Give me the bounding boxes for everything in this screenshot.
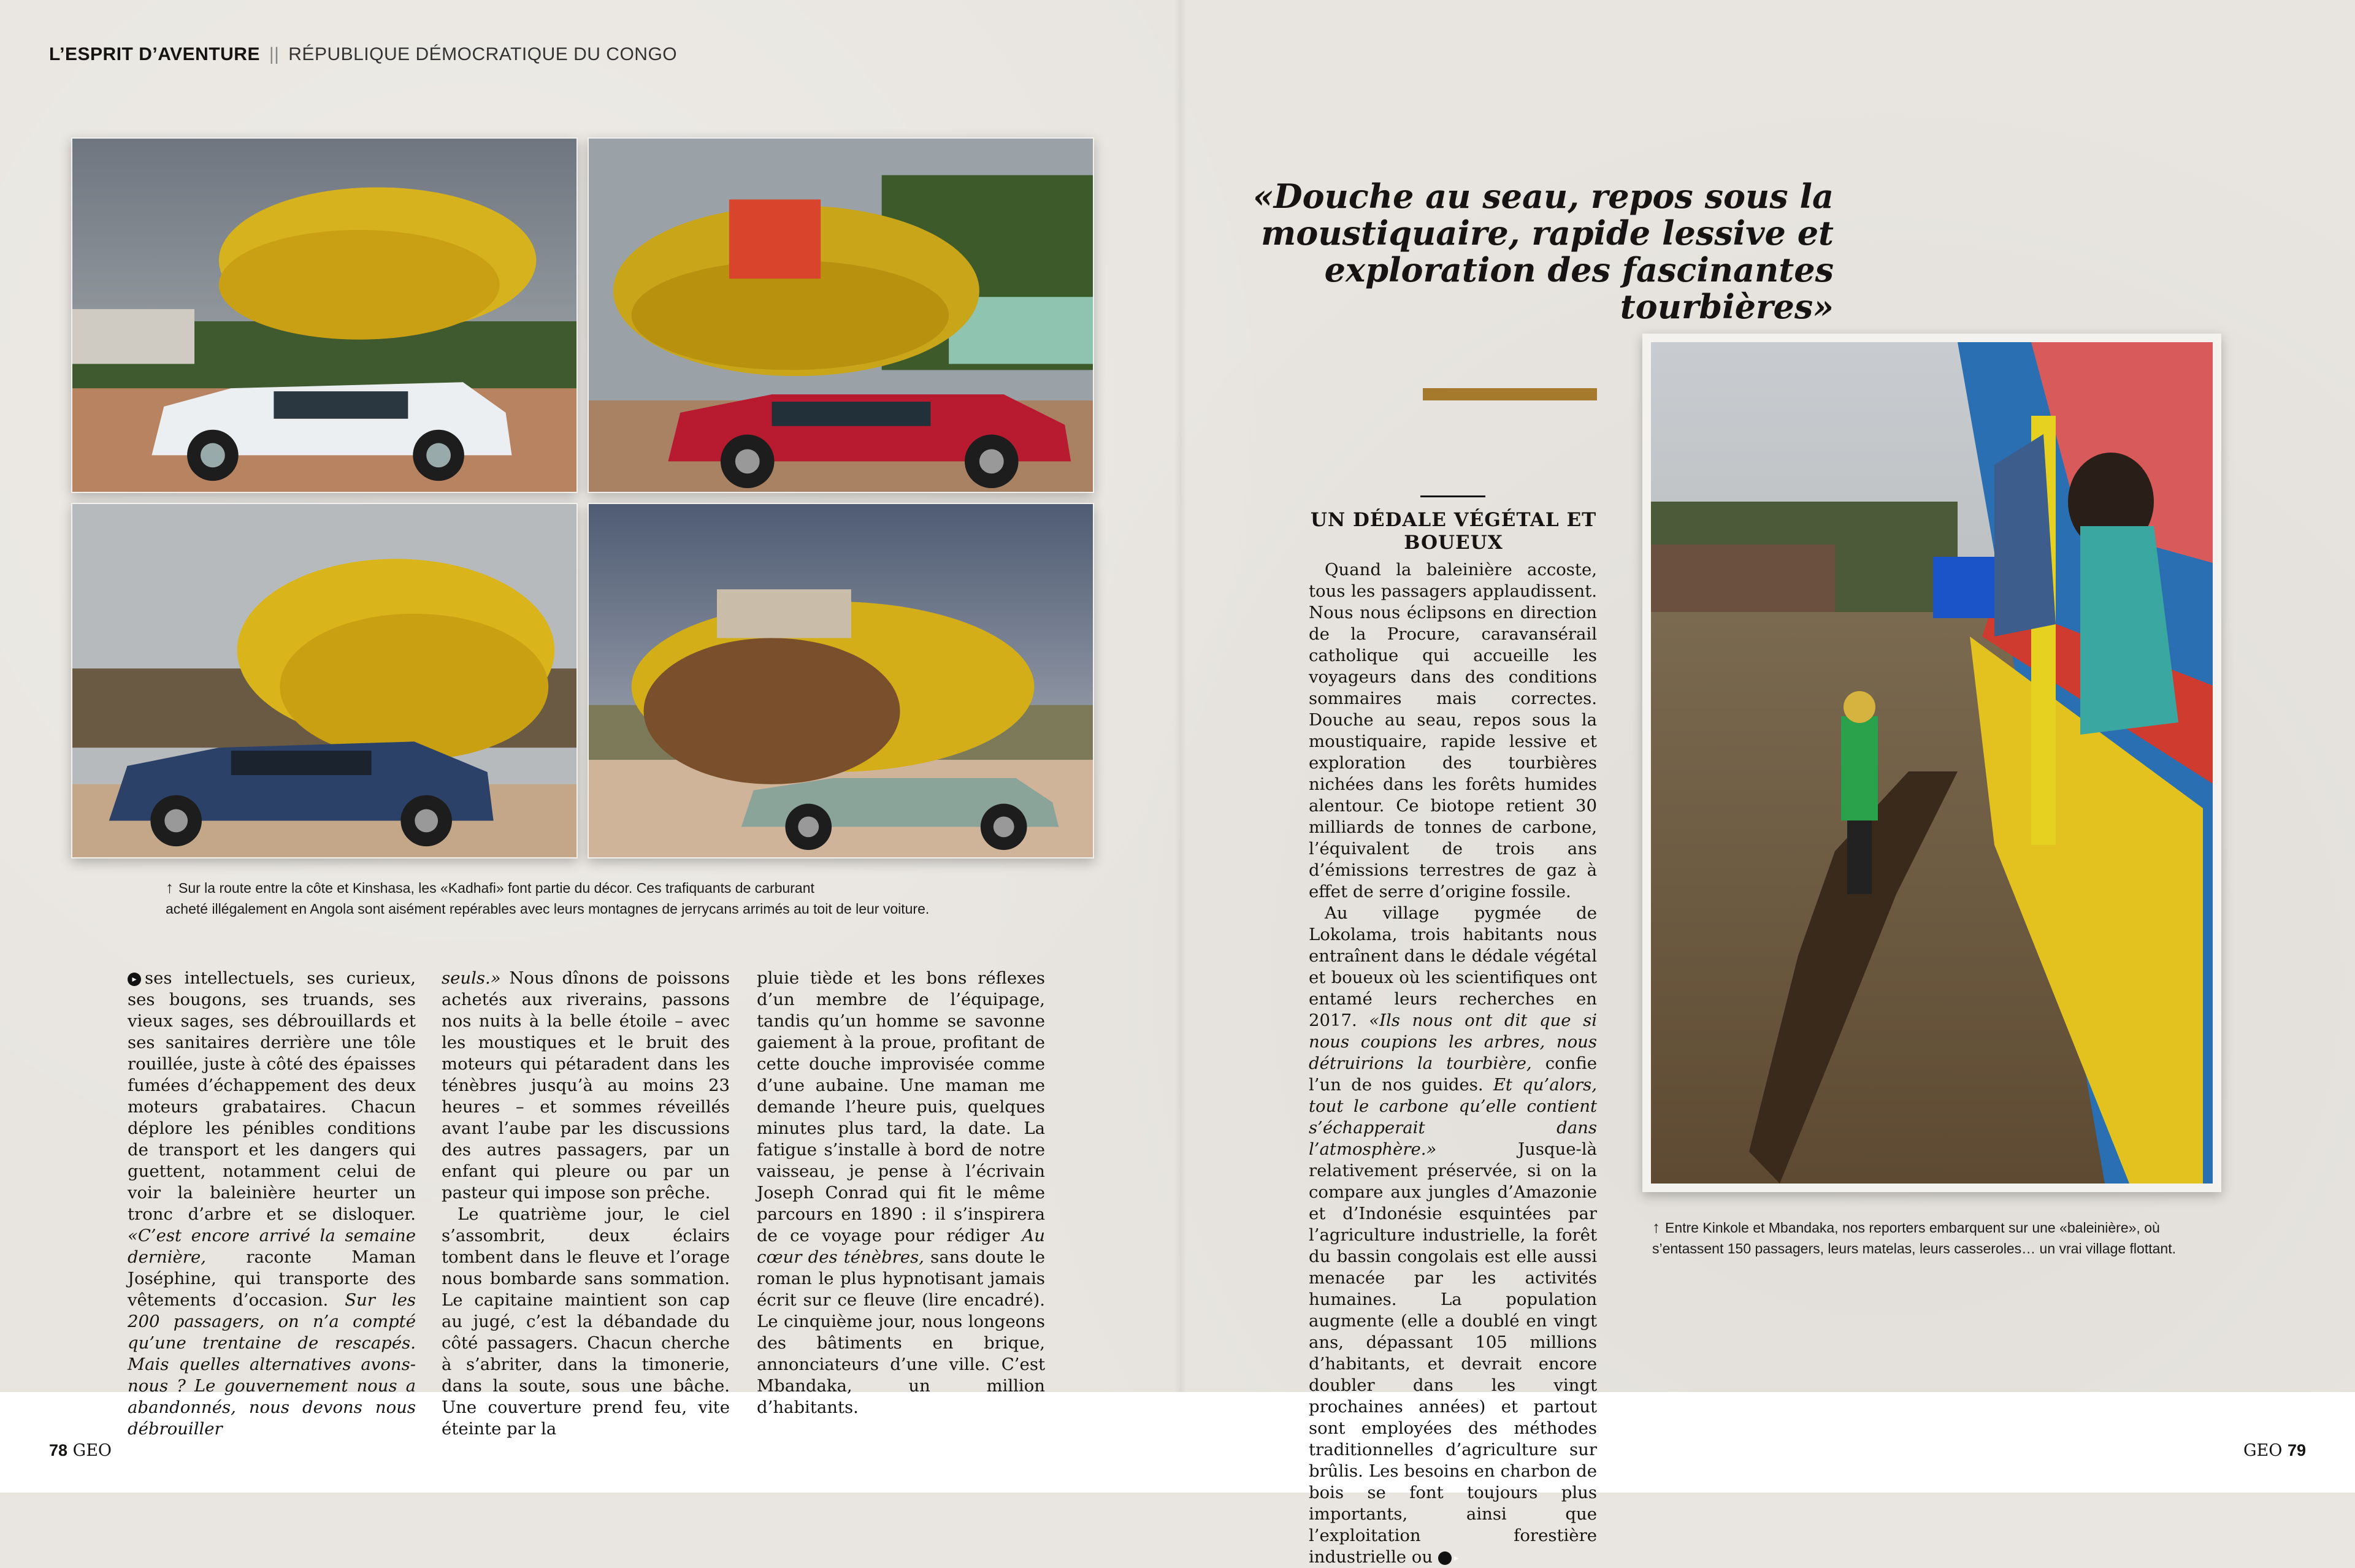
page-number-left: 78 [49,1441,68,1459]
column-2-paragraph-2: Le quatrième jour, le ciel s’assombrit, deux éclairs tombent dans le fleuve et l’orage nous bombarde sans sommation. Le capitaine maintient son cap au jugé, c’est la débandade du côté passagers. Chacun cherche à s’abriter, dans la timonerie, dans la soute, sous une bâche. Une couverture prend feu, vite éteinte par la [442,1204,730,1439]
folio-right [2243,1441,2306,1460]
page-number-right: 79 [2287,1441,2306,1459]
magazine-name-left: GEO [72,1441,112,1460]
caption-arrow-icon: ↑ [166,878,174,897]
column-3-paragraph: pluie tiède et les bons réflexes d’un membre de l’équipage, tandis qu’un homme se savonne gaiement à la proue, profitant de cette douche improvisée comme d’une aubaine. Une maman me demande l’heure puis, quelques minutes plus tard, la date. La fatigue s’installe à bord de notre vaisseau, je pense à l’écrivain Joseph Conrad qui fit le même parcours en 1890 : il s’inspirera de ce voyage pour rédiger Au cœur des ténèbres, sans doute le roman le plus hypnotisant jamais écrit sur ce fleuve (lire encadré). Le cinquième jour, nous longeons des bâtiments en brique, annonciateurs d’une ville. C’est Mbandaka, un million d’habitants. [757,968,1045,1417]
section-separator: || [269,44,280,64]
continued-marker-icon: ▸ [128,973,141,986]
column-4-paragraph-2: Au village pygmée de Lokolama, trois habitants nous entraînent dans le dédale végétal et boueux où les scientifiques ont entamé leurs recherches en 2017. «Ils nous ont dit que si nous coupions les arbres, nous détruirions la tourbière, confie l’un de nos guides. Et qu’alors, tout le carbone qu’elle contient s’échapperait dans l’atmosphère.» Jusque-là relativement préservée, si on la compare aux jungles d’Amazonie et d’Indonésie esquintées par l’agriculture industrielle, la forêt du bassin congolais est elle aussi menacée par les activités humaines. La population augmente (elle a doublé en vingt ans, dépassant 105 millions d’habitants, et devrait encore doubler dans les vingt prochaines années) et partout sont employées des méthodes traditionnelles d’agriculture sur brûlis. Les besoins en charbon de bois se font toujours plus importants, ainsi que l’exploitation forestière industrielle ou ▸ [1309,903,1597,1567]
column-4-paragraph-1: Quand la baleinière accoste, tous les passagers applaudissent. Nous nous éclipsons en direction de la Procure, caravansérail catholique qui accueille les voyageurs dans des conditions sommaires mais correctes. Douche au seau, repos sous la moustiquaire, rapide lessive et exploration des tourbières nichées dans les forêts humides alentour. Ce biotope retient 30 milliards de tonnes de carbone, l’équivalent de trois ans d’émissions terrestres de gaz à effet de serre d’origine fossile. [1309,560,1597,901]
spread-gutter [1174,0,1187,1392]
body-column-1 [128,968,416,1440]
photo-red-car [588,137,1094,493]
photo-boat-image [1651,342,2213,1184]
body-column-4 [1309,559,1597,1568]
body-column-3 [757,968,1045,1418]
boat-caption-line-2: s’entassent 150 passagers, leurs matelas, leurs casseroles… un vrai village flottant. [1652,1241,2176,1256]
photo-white-car-image [72,139,576,492]
section-country: RÉPUBLIQUE DÉMOCRATIQUE DU CONGO [288,44,678,64]
pull-quote-rule [1423,388,1597,400]
grid-caption-line-2: acheté illégalement en Angola sont aisément repérables avec leurs montagnes de jerrycans arrimés au toit de leur voiture. [166,901,930,917]
grid-caption [166,877,1086,919]
photo-green-car-image [589,504,1093,857]
subhead: UN DÉDALE VÉGÉTAL ET BOUEUX [1310,509,1597,554]
photo-red-car-image [589,139,1093,492]
magazine-name-right: GEO [2243,1441,2283,1460]
column-1-paragraph: ▸ ses intellectuels, ses curieux, ses bougons, ses truands, ses vieux sages, ses débrouillards et ses sanitaires derrière une tôle rouillée, juste à côté des épaisses fumées d’échappement des deux moteurs grabataires. Chacun déplore les pénibles conditions de transport et les dangers qui guettent, notamment celui de voir la baleinière heurter un tronc d’arbre et se disloquer. «C’est encore arrivé la semaine dernière, raconte Maman Joséphine, qui transporte des vêtements d’occasion. Sur les 200 passagers, on n’a compté qu’une trentaine de rescapés. Mais quelles alternatives avons-nous ? Le gouvernement nous a abandonnés, nous devons nous débrouiller [128,968,416,1439]
folio-left [49,1441,112,1460]
subhead-rule [1420,495,1485,497]
column-2-paragraph-1: seuls.» Nous dînons de poissons achetés aux riverains, passons nos nuits à la belle étoile – avec les moustiques et le bruit des moteurs qui pétaradent dans les ténèbres jusqu’à au moins 23 heures – et sommes réveillés avant l’aube par les discussions des autres passagers, par un enfant qui pleure ou par un pasteur qui impose son prêche. [442,968,730,1203]
photo-blue-car-image [72,504,576,857]
photo-boat [1642,334,2221,1192]
boat-caption-line-1: ↑ Entre Kinkole et Mbandaka, nos reporters embarquent sur une «baleinière», où [1652,1218,2160,1236]
photo-green-car [588,503,1094,859]
section-header [49,44,677,65]
grid-caption-line-1: ↑ Sur la route entre la côte et Kinshasa, les «Kadhafi» font partie du décor. Ces trafiquants de carburant [166,878,814,897]
body-column-2 [442,968,730,1440]
section-kicker: L’ESPRIT D’AVENTURE [49,44,260,64]
photo-blue-car [71,503,578,859]
continue-marker-icon: ▸ [1438,1551,1452,1565]
boat-caption [1652,1217,2265,1259]
photo-white-car [71,137,578,493]
pull-quote: «Douche au seau, repos sous la moustiquaire, rapide lessive et exploration des fascinantes tourbières» [1253,177,1834,326]
caption-arrow-icon: ↑ [1652,1218,1660,1236]
